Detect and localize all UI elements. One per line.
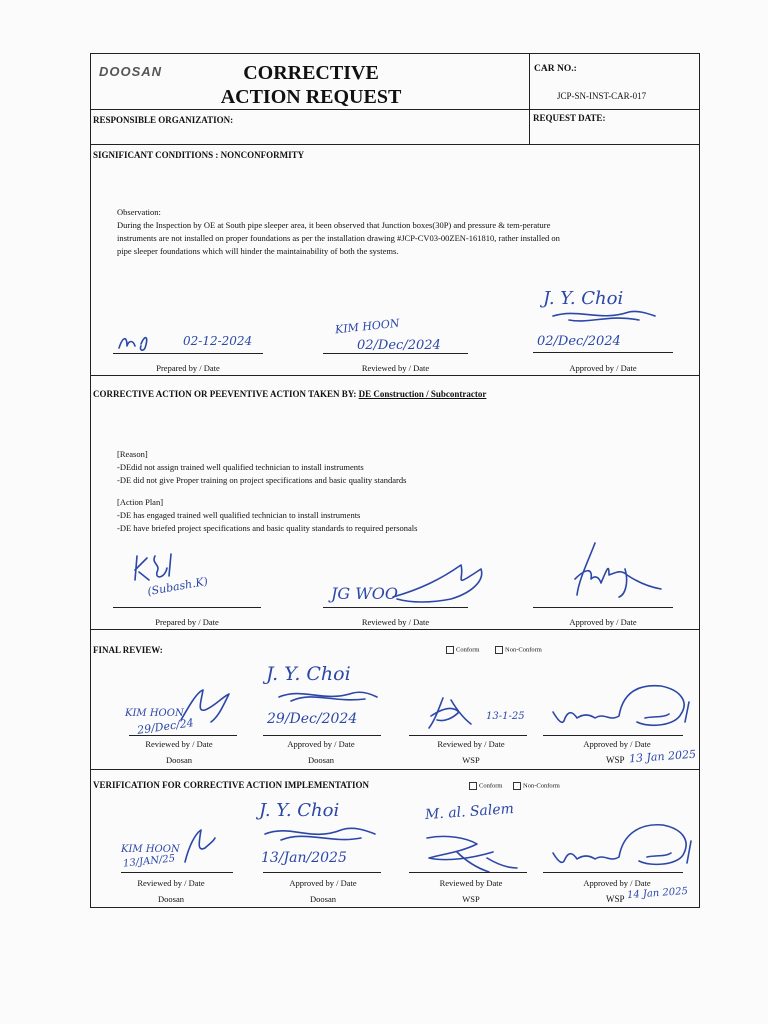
verify-reviewed-line-2 (409, 872, 527, 873)
observation-line-3: pipe sleeper foundations which will hinder the maintainability of both the systems. (117, 246, 399, 256)
reason-line-1: -DEdid not assign trained well qualified technician to install instruments (117, 462, 364, 472)
observation-block (117, 206, 692, 258)
final-reviewed-line-2 (409, 735, 527, 736)
final-sig2-flourish (273, 685, 383, 705)
verify-sig4-date: 14 Jan 2025 (626, 885, 689, 902)
final-nonconform-option[interactable]: Non-Conform (495, 646, 542, 654)
final-sig4-signature (549, 682, 701, 732)
verify-approved-caption-2: Approved by / Date (583, 878, 651, 888)
prepared-date-1: 02-12-2024 (183, 334, 253, 348)
verify-org-wsp-1: WSP (462, 894, 480, 904)
reviewed-flourish-2 (391, 559, 491, 604)
verify-reviewed-caption-2: Reviewed by Date (439, 878, 503, 888)
verify-conform-option[interactable]: Conform (469, 782, 502, 790)
final-sig2-name: J. Y. Choi (266, 663, 351, 685)
responsible-org-label: RESPONSIBLE ORGANIZATION: (93, 115, 234, 125)
final-org-doosan-1: Doosan (166, 755, 192, 765)
verify-sig3-flourish (417, 828, 527, 878)
final-review-heading: FINAL REVIEW: (93, 645, 163, 655)
action-plan-line-2: -DE have briefed project specifications and basic quality standards to required personals (117, 523, 418, 533)
section2-bottom-line (91, 629, 699, 630)
final-approved-line-2 (543, 735, 683, 736)
approved-caption-2: Approved by / Date (569, 617, 637, 627)
doosan-logo: DOOSAN (99, 64, 163, 79)
verify-reviewed-line-1 (121, 872, 233, 873)
final-approved-caption-1: Approved by / Date (287, 739, 355, 749)
reviewed-date-1: 02/Dec/2024 (357, 338, 441, 353)
title-line-1: CORRECTIVE (243, 62, 379, 84)
final-reviewed-caption-2: Reviewed by / Date (437, 739, 505, 749)
final-sig3-signature (423, 694, 493, 732)
verify-sig3-name: M. al. Salem (424, 800, 515, 824)
reviewed-line-2 (323, 607, 468, 608)
verify-approved-line-1 (263, 872, 381, 873)
verify-sig1-flourish (179, 826, 219, 866)
prepared-name-2: (Subash.K) (146, 574, 209, 599)
prepared-signature-1 (115, 330, 175, 354)
corrective-heading-text: CORRECTIVE ACTION OR PEEVENTIVE ACTION TAKEN BY: (93, 389, 357, 399)
verify-sig2-date: 13/Jan/2025 (261, 850, 347, 866)
prepared-caption-2: Prepared by / Date (155, 617, 219, 627)
verify-sig2-flourish (261, 820, 381, 846)
final-sig4-date: 13 Jan 2025 (628, 747, 697, 766)
final-sig1-flourish (175, 686, 235, 726)
corrective-heading (93, 389, 486, 399)
page-title (201, 61, 421, 109)
final-org-wsp-2: WSP (606, 755, 625, 765)
verify-org-doosan-1: Doosan (158, 894, 184, 904)
final-reviewed-line-1 (129, 735, 237, 736)
carno-bottom-line (529, 109, 699, 110)
verify-approved-line-2 (543, 872, 683, 873)
verify-nonconform-checkbox[interactable] (513, 782, 521, 790)
action-plan-label: [Action Plan] (117, 497, 164, 507)
verification-heading: VERIFICATION FOR CORRECTIVE ACTION IMPLEMENTATION (93, 780, 370, 790)
reviewed-caption-2: Reviewed by / Date (361, 617, 430, 627)
verify-org-doosan-2: Doosan (310, 894, 336, 904)
title-line-2: ACTION REQUEST (220, 86, 402, 108)
final-conform-checkbox[interactable] (446, 646, 454, 654)
final-conform-option[interactable]: Conform (446, 646, 479, 654)
header-bottom-line (91, 144, 699, 145)
verify-sig1-name: KIM HOON (121, 844, 180, 855)
verify-sig2-name: J. Y. Choi (259, 800, 340, 821)
reason-block (117, 448, 692, 535)
final-approved-line-1 (263, 735, 381, 736)
reviewed-line-1 (323, 353, 468, 354)
approved-line-2 (533, 607, 673, 608)
reason-line-2: -DE did not give Proper training on project specifications and basic quality standards (117, 475, 407, 485)
final-org-wsp-1: WSP (462, 755, 480, 765)
conditions-heading: SIGNIFICANT CONDITIONS : NONCONFORMITY (93, 150, 305, 160)
observation-line-1: During the Inspection by OE at South pipe sleeper area, it been observed that Junction boxes(30P) and pressure & tem-perature (117, 220, 551, 230)
observation-label: Observation: (117, 207, 161, 217)
prepared-line-1 (113, 353, 263, 354)
header-divider (529, 54, 530, 144)
reviewed-name-1: KIM HOON (334, 316, 401, 337)
verify-nonconform-option[interactable]: Non-Conform (513, 782, 560, 790)
approved-date-1: 02/Dec/2024 (537, 334, 621, 349)
request-date-label: REQUEST DATE: (533, 113, 606, 123)
prepared-line-2 (113, 607, 261, 608)
car-no-label: CAR NO.: (534, 64, 577, 74)
reviewed-name-2: JG WOO (331, 584, 398, 603)
verify-reviewed-caption-1: Reviewed by / Date (137, 878, 205, 888)
final-sig3-date: 13-1-25 (486, 711, 525, 722)
final-reviewed-caption-1: Reviewed by / Date (145, 739, 213, 749)
approved-caption-1: Approved by / Date (569, 363, 637, 373)
section1-bottom-line (91, 375, 699, 376)
final-sig1-name: KIM HOON (125, 708, 184, 719)
reviewed-caption-1: Reviewed by / Date (361, 363, 430, 373)
approved-flourish-1 (549, 306, 659, 326)
observation-line-2: instruments are not installed on proper foundations as per the installation drawing #JCP-CV03-00ZEN-161810, rather installed on (117, 233, 560, 243)
approved-line-1 (533, 352, 673, 353)
approved-signature-2 (569, 539, 669, 599)
action-plan-line-1: -DE has engaged trained well qualified technician to install instruments (117, 510, 361, 520)
verify-conform-checkbox[interactable] (469, 782, 477, 790)
verify-sig1-date: 13/JAN/25 (122, 853, 176, 870)
title-bottom-line (91, 109, 529, 110)
prepared-caption-1: Prepared by / Date (156, 363, 220, 373)
final-org-doosan-2: Doosan (308, 755, 334, 765)
verify-sig4-signature (549, 819, 701, 871)
final-sig1-date: 29/Dec/24 (136, 716, 195, 737)
verify-org-wsp-2: WSP (606, 894, 625, 904)
approved-name-1: J. Y. Choi (543, 288, 624, 309)
final-approved-caption-2: Approved by / Date (583, 739, 651, 749)
reason-label: [Reason] (117, 449, 148, 459)
verify-approved-caption-1: Approved by / Date (289, 878, 357, 888)
final-nonconform-checkbox[interactable] (495, 646, 503, 654)
car-no-value: JCP-SN-INST-CAR-017 (557, 91, 647, 101)
corrective-taken-by: DE Construction / Subcontractor (358, 389, 487, 399)
car-form (90, 53, 700, 908)
section3-bottom-line (91, 769, 699, 770)
final-sig2-date: 29/Dec/2024 (267, 711, 358, 727)
